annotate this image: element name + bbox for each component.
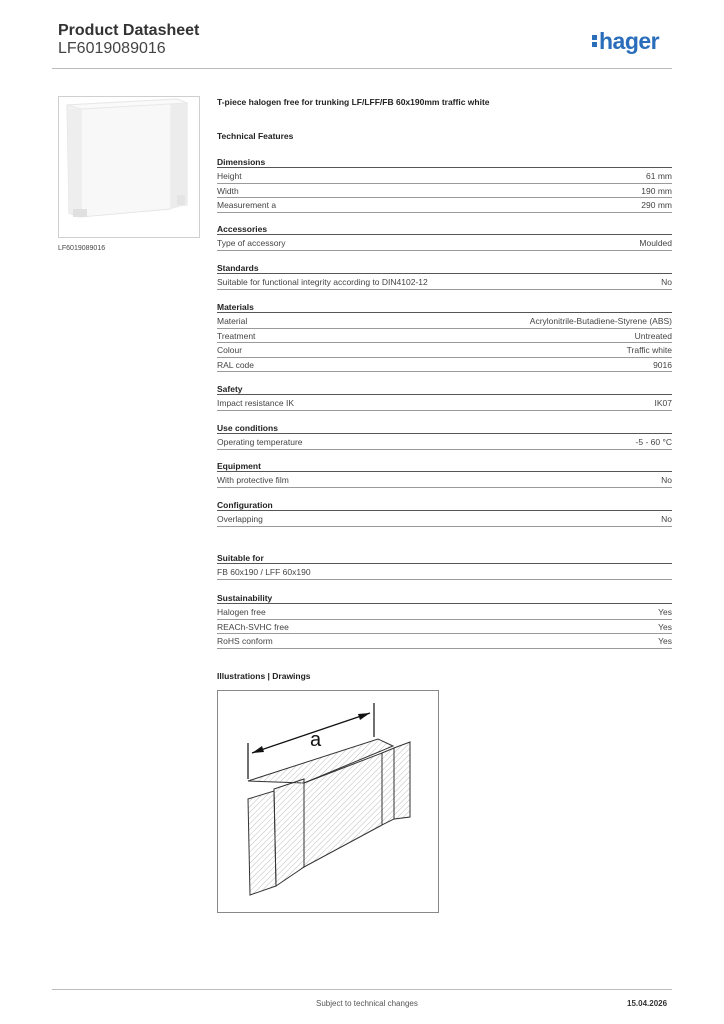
spec-label: FB 60x190 / LFF 60x190 [217, 567, 311, 577]
product-thumbnail [58, 96, 200, 238]
section-materials [217, 301, 672, 372]
section-equipment [217, 460, 672, 488]
section-accessories [217, 223, 672, 251]
spec-row [217, 314, 672, 329]
spec-value: Moulded [639, 238, 672, 248]
section-title: Configuration [217, 499, 672, 511]
spec-value: No [661, 475, 672, 485]
spec-label: Halogen free [217, 607, 266, 617]
spec-row [217, 565, 672, 580]
section-title: Materials [217, 301, 672, 313]
section-sustainability [217, 592, 672, 649]
spec-label: RoHS conform [217, 636, 273, 647]
section-title: Accessories [217, 223, 672, 235]
spec-row [217, 634, 672, 649]
section-title: Sustainability [217, 592, 672, 604]
spec-row [217, 275, 672, 290]
spec-row [217, 343, 672, 358]
spec-row [217, 329, 672, 344]
product-title: T-piece halogen free for trunking LF/LFF/FB 60x190mm traffic white [217, 97, 490, 107]
section-suitable-for [217, 552, 672, 580]
page-title: Product Datasheet [58, 22, 200, 39]
section-title: Safety [217, 383, 672, 395]
footer-date: 15.04.2026 [627, 999, 668, 1008]
spec-label: Height [217, 171, 242, 181]
section-standards [217, 262, 672, 290]
spec-value: Yes [658, 636, 672, 647]
illustrations-heading: Illustrations | Drawings [217, 671, 311, 681]
spec-value: Yes [658, 621, 672, 632]
section-title: Suitable for [217, 552, 672, 564]
section-title: Equipment [217, 460, 672, 472]
t-piece-drawing-icon [218, 691, 438, 912]
spec-label: With protective film [217, 475, 289, 485]
spec-label: Impact resistance IK [217, 398, 295, 408]
spec-value: Traffic white [626, 345, 672, 356]
logo-dots-icon [592, 33, 597, 49]
spec-value: Untreated [634, 330, 672, 341]
spec-row [217, 169, 672, 184]
spec-value: -5 - 60 °C [635, 437, 672, 447]
header-divider [52, 68, 672, 69]
spec-row [217, 605, 672, 620]
dimension-label: a [310, 729, 322, 751]
product-code: LF6019089016 [58, 40, 166, 57]
footer-divider [52, 989, 672, 990]
spec-label: REACh-SVHC free [217, 621, 289, 632]
spec-label: Type of accessory [217, 238, 286, 248]
hager-logo [592, 28, 659, 55]
thumbnail-caption: LF6019089016 [58, 245, 106, 252]
spec-value: 61 mm [646, 171, 672, 181]
spec-value: IK07 [654, 398, 672, 408]
spec-row [217, 236, 672, 251]
section-safety [217, 383, 672, 411]
spec-value: No [661, 277, 672, 287]
spec-label: Width [217, 185, 239, 196]
footer-note: Subject to technical changes [316, 999, 418, 1008]
spec-value: No [661, 514, 672, 524]
section-use-conditions [217, 422, 672, 450]
spec-row [217, 184, 672, 199]
spec-row [217, 396, 672, 411]
section-title: Use conditions [217, 422, 672, 434]
spec-value: 190 mm [641, 185, 672, 196]
section-dimensions [217, 156, 672, 213]
logo-text: hager [599, 28, 660, 54]
spec-row [217, 435, 672, 450]
spec-row [217, 358, 672, 373]
spec-value: 9016 [653, 359, 672, 370]
spec-label: Suitable for functional integrity according to DIN4102-12 [217, 277, 428, 287]
section-title: Standards [217, 262, 672, 274]
spec-row [217, 473, 672, 488]
spec-label: Operating temperature [217, 437, 303, 447]
technical-drawing [217, 690, 439, 913]
spec-label: RAL code [217, 359, 255, 370]
section-title: Dimensions [217, 156, 672, 168]
spec-row [217, 620, 672, 635]
spec-value: Yes [658, 607, 672, 617]
spec-row [217, 512, 672, 527]
spec-label: Overlapping [217, 514, 263, 524]
product-photo-icon [59, 97, 200, 238]
spec-label: Measurement a [217, 200, 277, 211]
technical-features-heading: Technical Features [217, 131, 294, 141]
spec-value: Acrylonitrile-Butadiene-Styrene (ABS) [529, 316, 672, 326]
spec-label: Material [217, 316, 248, 326]
section-configuration [217, 499, 672, 527]
spec-label: Colour [217, 345, 243, 356]
spec-row [217, 198, 672, 213]
spec-label: Treatment [217, 330, 256, 341]
spec-value: 290 mm [641, 200, 672, 211]
